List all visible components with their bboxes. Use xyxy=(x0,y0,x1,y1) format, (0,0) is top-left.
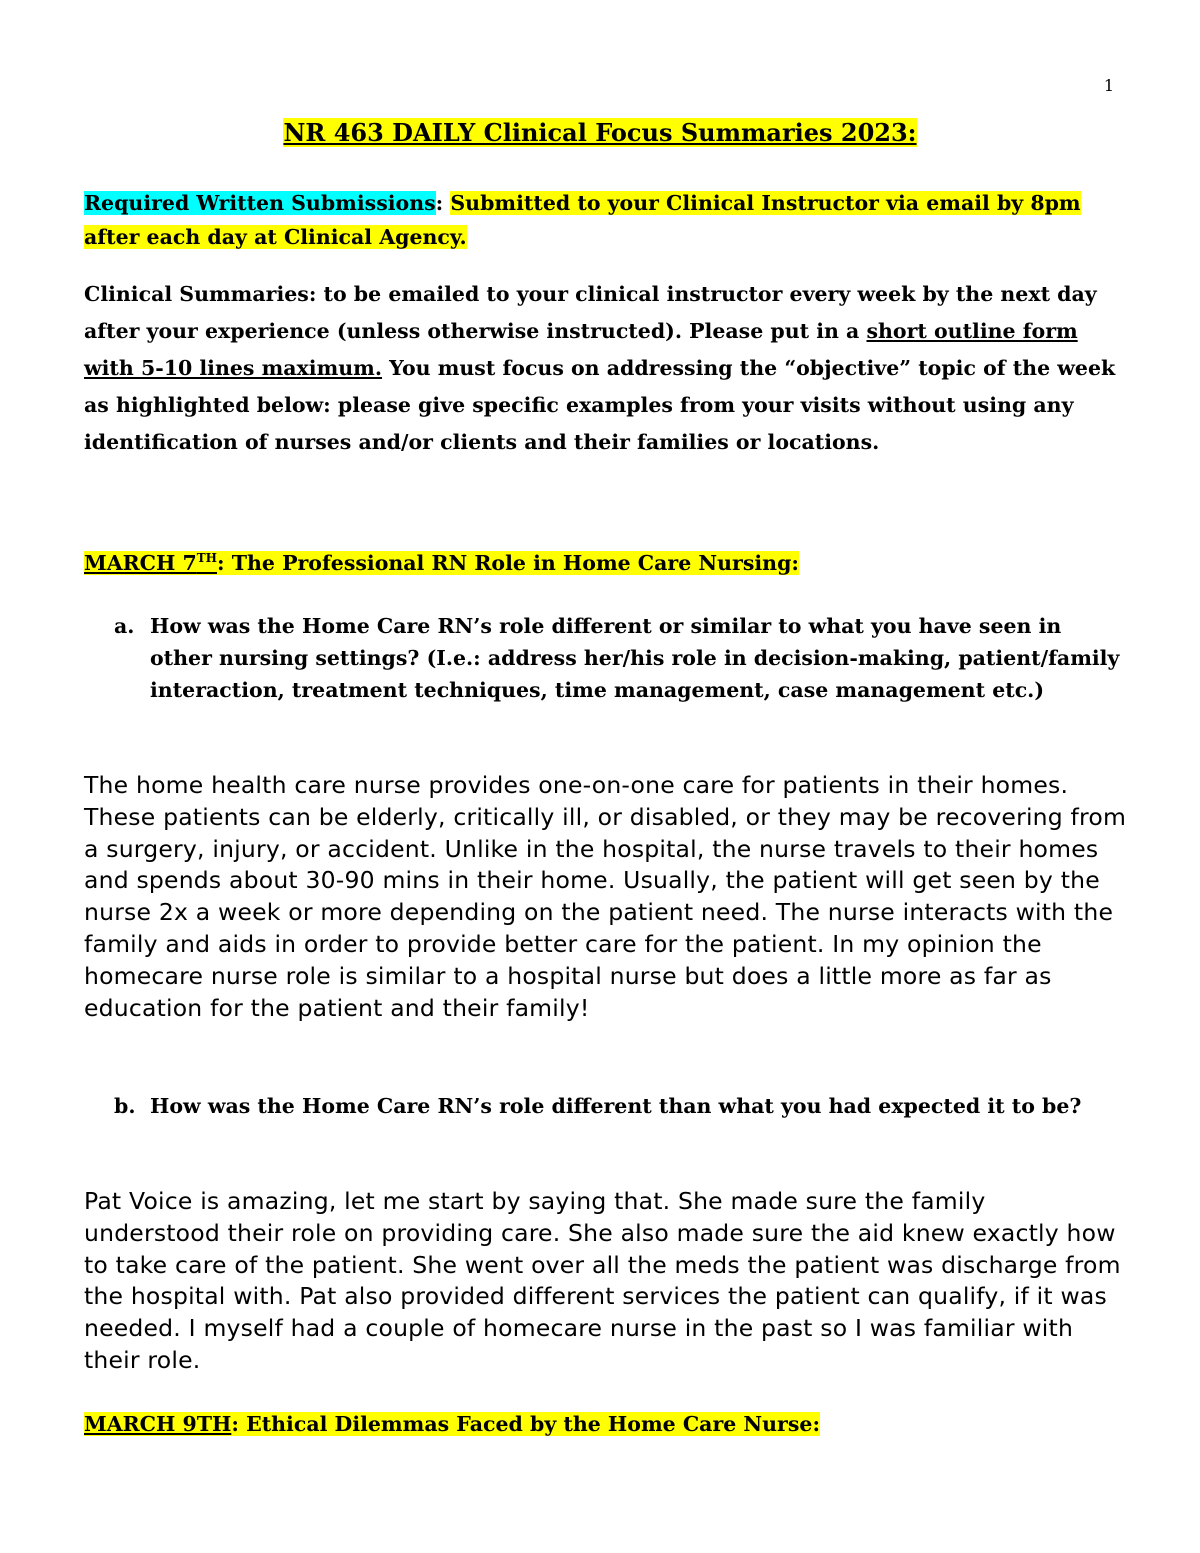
question-a xyxy=(114,610,1124,706)
section-heading-march-9 xyxy=(84,1407,1124,1441)
section-separator-2: : xyxy=(231,1412,247,1436)
question-b xyxy=(114,1090,1124,1122)
section-heading-march-7-highlight xyxy=(84,551,799,575)
question-a-label: a. xyxy=(114,614,135,638)
section-date-march-9: MARCH 9TH xyxy=(84,1412,232,1436)
document-title xyxy=(0,116,1200,150)
clinical-summaries-paragraph xyxy=(84,276,1124,461)
document-title-text: NR 463 DAILY Clinical Focus Summaries 2023: xyxy=(283,118,917,147)
required-submissions-paragraph xyxy=(84,186,1124,254)
page-number: 1 xyxy=(1103,76,1114,95)
question-b-text: How was the Home Care RN’s role different than what you had expected it to be? xyxy=(150,1094,1082,1118)
required-submissions-text: Submitted to your Clinical Instructor via email by 8pm after each day at Clinical Agency. xyxy=(84,191,1081,249)
clinical-summaries-intro: Clinical Summaries: to be emailed to your clinical instructor every week by the next day after your experience (unless otherwise instructed). Please put in a xyxy=(84,282,1097,343)
required-submissions-label: Required Written Submissions xyxy=(84,191,436,215)
clinical-summaries-rest: You must focus on addressing the “objective” topic of the week as highlighted below: please give specific examples from your visits without using any identification of nurses and/or clients and their families or locations. xyxy=(84,356,1116,454)
section-date-main: MARCH 7 xyxy=(84,551,197,575)
answer-b: Pat Voice is amazing, let me start by saying that. She made sure the family understood their role on providing care. She also made sure the aid knew exactly how to take care of the patient. She went over all the meds the patient was discharge from the hospital with. Pat also provided different services the patient can qualify, if it was needed. I myself had a couple of homecare nurse in the past so I was familiar with their role. xyxy=(84,1187,1121,1374)
section-date-march-7 xyxy=(84,551,217,575)
clinical-summaries-underlined: short outline form with 5-10 lines maximum. xyxy=(84,319,1078,380)
section-heading-march-9-highlight xyxy=(84,1412,820,1436)
section-title-march-7: The Professional RN Role in Home Care Nursing: xyxy=(231,551,799,575)
section-heading-march-7 xyxy=(84,546,1124,580)
question-b-label: b. xyxy=(114,1094,136,1118)
question-a-text: How was the Home Care RN’s role different or similar to what you have seen in other nursing settings? (I.e.: address her/his role in decision-making, patient/family interaction, treatment techniques, time management, case management etc.) xyxy=(150,614,1120,702)
section-separator: : xyxy=(217,551,232,575)
answer-a: The home health care nurse provides one-on-one care for patients in their homes. These patients can be elderly, critically ill, or disabled, or they may be recovering from a surgery, injury, or accident. Unlike in the hospital, the nurse travels to their homes and spends about 30-90 mins in their home. Usually, the patient will get seen by the nurse 2x a week or more depending on the patient need. The nurse interacts with the family and aids in order to provide better care for the patient. In my opinion the homecare nurse role is similar to a hospital nurse but does a little more as far as education for the patient and their family! xyxy=(84,771,1127,1022)
section-title-march-9: Ethical Dilemmas Faced by the Home Care Nurse: xyxy=(246,1412,821,1436)
required-submissions-colon: : xyxy=(435,191,451,215)
section-date-sup: TH xyxy=(196,551,218,566)
